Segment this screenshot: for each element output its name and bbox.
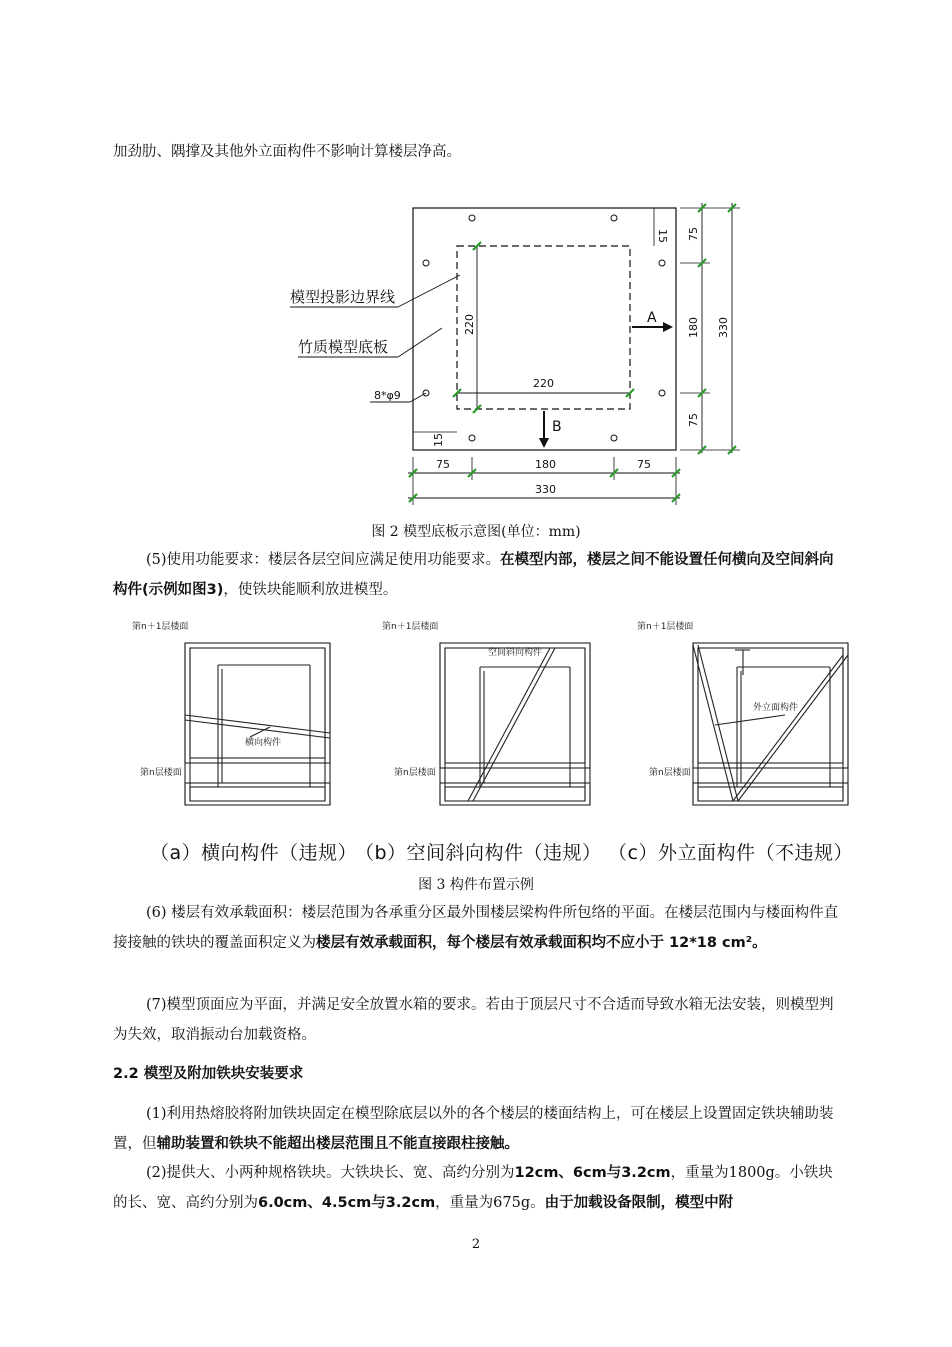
- frame-a-top-label: 第n＋1层楼面: [132, 622, 189, 632]
- frame-c-bottom-label: 第n层楼面: [649, 768, 691, 778]
- frame-c-top-label: 第n＋1层楼面: [637, 622, 694, 632]
- dim-top-offset: 15: [656, 229, 669, 243]
- paragraph-6-normal: (6) 楼层有效承载面积：楼层范围为各承重分区最外围楼层梁构件所包络的平面。在楼层范围内与楼面构件直接接触的铁块的覆盖面积定义为: [113, 905, 839, 951]
- dim-bottom-180: 180: [535, 458, 556, 471]
- figure-3-frame-b: [380, 615, 600, 820]
- frame-b-caption: （b）空间斜向构件（违规）: [355, 842, 602, 864]
- paragraph-5-tail: ，使铁块能顺利放进模型。: [223, 582, 398, 598]
- paragraph-2-2-1-bold: 辅助装置和铁块不能超出楼层范围且不能直接跟柱接触。: [156, 1136, 519, 1152]
- paragraph-2-2-2-part3: ，重量为675g。: [435, 1195, 545, 1211]
- frame-b-bottom-label: 第n层楼面: [394, 768, 436, 778]
- dim-right-75-bottom: 75: [687, 413, 700, 427]
- label-boundary: 模型投影边界线: [290, 288, 396, 306]
- frame-a-mid-label: 横向构件: [245, 738, 282, 748]
- paragraph-7: (7)模型顶面应为平面，并满足安全放置水箱的要求。若由于顶层尺寸不合适而导致水箱无法安装，则模型判为失效，取消振动台加载资格。: [113, 997, 834, 1043]
- frame-c-caption: （c）外立面构件（不违规）: [608, 842, 853, 864]
- paragraph-5-normal: (5)使用功能要求：楼层各层空间应满足使用功能要求。: [146, 552, 501, 568]
- section-heading-2-2: 2.2 模型及附加铁块安装要求: [113, 1066, 304, 1082]
- paragraph-2-2-2: [113, 1158, 839, 1218]
- paragraph-5-bold: 在模型内部，楼层之间不能设置任何横向及空间斜向构件(示例如图3): [113, 552, 834, 598]
- paragraph-2-2-2-part1: (2)提供大、小两种规格铁块。大铁块长、宽、高约分别为: [146, 1165, 515, 1181]
- figure-3-caption: 图 3 构件布置示例: [418, 877, 534, 893]
- dim-inner-w: 220: [533, 377, 554, 390]
- paragraph-2-2-2-part2: ，重量为1800g。小铁块的长、宽、高约分别为: [113, 1165, 833, 1211]
- paragraph-2-2-2-bold1: 12cm、6cm与3.2cm: [514, 1165, 671, 1181]
- paragraph-top: 加劲肋、隅撑及其他外立面构件不影响计算楼层净高。: [113, 144, 461, 160]
- figure-2-caption: 图 2 模型底板示意图(单位：mm): [371, 524, 581, 540]
- paragraph-6-bold: 楼层有效承载面积，每个楼层有效承载面积均不应小于 12*18 cm²。: [316, 935, 767, 951]
- label-holes: 8*φ9: [374, 389, 401, 402]
- label-base: 竹质模型底板: [298, 338, 389, 356]
- paragraph-2-2-2-bold2: 6.0cm、4.5cm与3.2cm: [258, 1195, 436, 1211]
- frame-a-bottom-label: 第n层楼面: [140, 768, 182, 778]
- dim-bottom-75-left: 75: [436, 458, 450, 471]
- page-number: 2: [471, 1237, 481, 1252]
- dim-right-75-top: 75: [687, 227, 700, 241]
- arrow-a-label: A: [647, 310, 657, 326]
- paragraph-5: [113, 545, 839, 605]
- figure-3-frame-c: [635, 615, 860, 820]
- frame-a-caption: （a）横向构件（违规）: [150, 842, 358, 864]
- dim-right-180: 180: [687, 317, 700, 338]
- paragraph-2-2-2-bold3: 由于加载设备限制，模型中附: [544, 1195, 734, 1211]
- paragraph-2-2-1-normal: (1)利用热熔胶将附加铁块固定在模型除底层以外的各个楼层的楼面结构上，可在楼层上设置固定铁块辅助装置，但: [113, 1106, 834, 1152]
- dim-bottom-330: 330: [535, 483, 556, 496]
- paragraph-6: [113, 898, 839, 958]
- frame-b-mid-label: 空间斜向构件: [488, 648, 543, 658]
- dim-bottom-offset: 15: [432, 433, 445, 447]
- dim-inner-h: 220: [463, 314, 476, 335]
- figure-3-frame-a: [130, 615, 350, 820]
- figure-2-base-plate: [270, 195, 770, 515]
- frame-c-mid-label: 外立面构件: [753, 703, 799, 713]
- dim-right-330: 330: [717, 317, 730, 338]
- arrow-b-label: B: [552, 419, 562, 435]
- dim-bottom-75-right: 75: [637, 458, 651, 471]
- frame-b-top-label: 第n＋1层楼面: [382, 622, 439, 632]
- paragraph-2-2-1: [113, 1099, 839, 1159]
